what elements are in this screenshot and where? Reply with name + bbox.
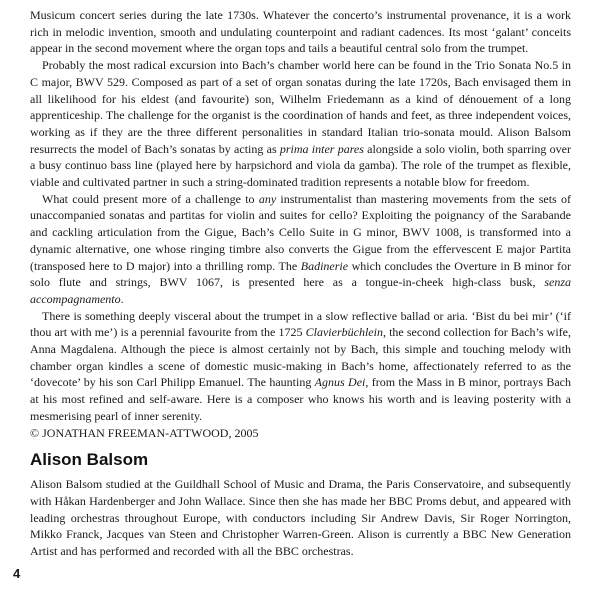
essay-paragraph-2: Probably the most radical excursion into Bach’s chamber world here can be found in the Trio Sonata No.5 in C major, BWV 529. Composed as part of a set of organ sonatas during the late 1720s, Bach envisaged them in all likelihood for his eldest (and favourite) son, Wilhelm Friedemann as a kind of dénouement of a long apprenticeship. The challenge for the organist is the coordination of hands and feet, as three independent voices, working as if they are the three different personalities in standard Italian trio-sonata mould. Alison Balsom resurrects the model of Bach’s sonatas by acting as prima inter pares alongside a solo violin, both sparring over a busy continuo bass line (played here by harpsichord and viola da gamba). The role of the trumpet as flexible, viable and cultivated partner in such a string-dominated tradition represents a notable blow for freedom. <box>30 58 571 190</box>
italic-word: any <box>258 191 277 206</box>
bio-paragraph: Alison Balsom studied at the Guildhall School of Music and Drama, the Paris Conservatoire, and subsequently with Håkan Hardenberger and John Wallace. Since then she has made her BBC Proms debut, and appeared with leading orchestras throughout Europe, with conductors including Sir Andrew Davis, Sir Roger Norrington, Mikko Franck, Jacques van Steen and Christopher Warren-Green. Alison is currently a BBC New Generation Artist and has performed and recorded with all the BBC orchestras. <box>30 477 571 559</box>
italic-phrase: prima inter pares <box>279 141 364 156</box>
essay-paragraph-1: Musicum concert series during the late 1730s. Whatever the concerto’s instrumental provenance, it is a work rich in melodic invention, smooth and undulating counterpoint and radiant cadences. Its most ‘galant’ conceits appear in the second movement where the organ tops and tails a beautiful central solo from the trumpet. <box>30 8 571 56</box>
italic-title: Badinerie <box>300 258 349 273</box>
essay-paragraph-4: There is something deeply visceral about the trumpet in a slow reflective ballad or aria. ‘Bist du bei mir’ (‘if thou art with me’) is a perennial favourite from the 1725 Clavierbüchlein, the second collection for Bach’s wife, Anna Magdalena. Although the piece is almost certainly not by Bach, this simple and touching melody with chamber organ kindles a scene of domestic music-making in Bach’s home, affectionately referred to as the ‘dovecote’ by his son Carl Philipp Emanuel. The haunting Agnus Dei, from the Mass in B minor, portrays Bach at his most refined and self-aware. Here is a composer who knows his worth and is leaving posterity with a mesmerising pearl of inner serenity. <box>30 308 571 423</box>
italic-title: Agnus Dei <box>314 375 366 390</box>
booklet-page <box>30 7 571 560</box>
page-number: 4 <box>13 566 21 581</box>
essay-paragraph-3: What could present more of a challenge to any instrumentalist than mastering movements from the sets of unaccompanied sonatas and partitas for violin and suites for cello? Exploiting the poignancy of the Sarabande and cackling articulation from the Gigue, Bach’s Cello Suite in G minor, BWV 1008, is transformed into a dynamic alternative, one whose ringing timbre also converts the Gigue from the effervescent E major Partita (transposed here to D major) into a thrilling romp. The Badinerie which concludes the Overture in B minor for solo flute and strings, BWV 1067, is presented here as a tongue-in-cheek high-class busk, senza accompagnamento. <box>30 191 571 306</box>
italic-phrase: senza accompagnamento <box>30 275 571 306</box>
essay-credit: © JONATHAN FREEMAN-ATTWOOD, 2005 <box>30 425 259 440</box>
italic-title: Clavierbüchlein <box>305 325 383 340</box>
bio-heading: Alison Balsom <box>30 450 149 470</box>
